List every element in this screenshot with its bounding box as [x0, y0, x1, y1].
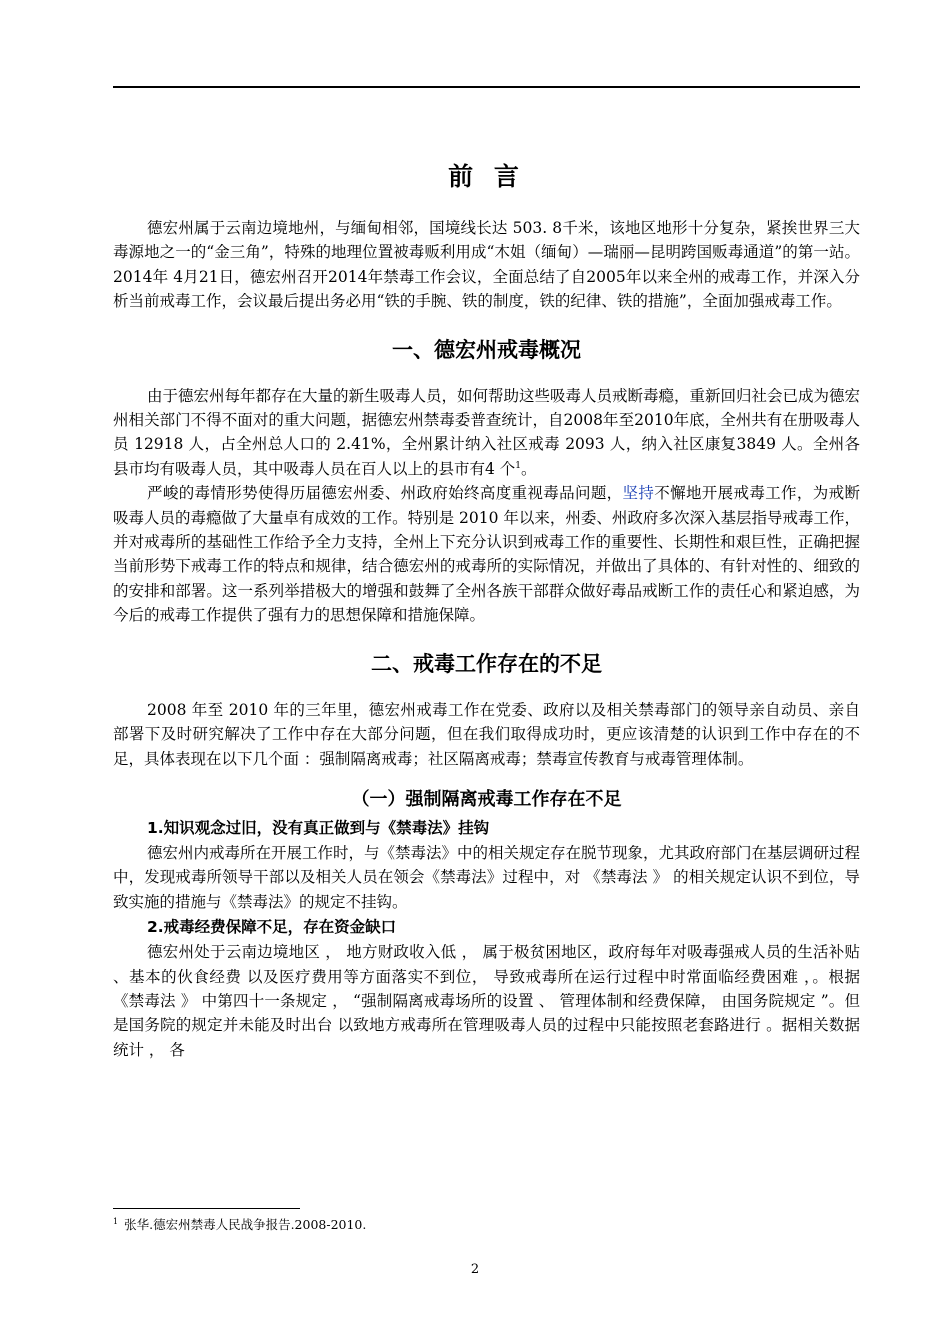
footnote-text: 张华.德宏州禁毒人民战争报告.2008-2010.: [124, 1217, 367, 1233]
footnote-rule: [113, 1208, 300, 1209]
section2-heading: 二、戒毒工作存在的不足: [371, 651, 602, 676]
item2-heading: 2.戒毒经费保障不足，存在资金缺口: [147, 918, 397, 937]
section1-paragraph-2-start: 严峻的毒情形势使得历届德宏州委、州政府始终高度重视毒品问题，: [147, 484, 623, 503]
section1-paragraph-1-text: 由于德宏州每年都存在大量的新生吸毒人员，如何帮助这些吸毒人员戒断毒瘾，重新回归社会已成为德宏州相关部门不得不面对的重大问题，据德宏州禁毒委普查统计，自2008年至2010年底，全州共有在册吸毒人员 12918 人，占全州总人口的 2.41%，全州累计纳入社区戒毒 2093 人，纳入社区康复3849 人。全州各县市均有吸毒人员，其中吸毒人员在百人以上的县市有4 个: [113, 386, 861, 478]
footnote: [113, 1214, 366, 1233]
item1-heading: 1.知识观念过旧，没有真正做到与《禁毒法》挂钩: [147, 818, 490, 837]
header-rule: [113, 86, 860, 88]
item1-paragraph: 德宏州内戒毒所在开展工作时，与《禁毒法》中的相关规定存在脱节现象，尤其政府部门在基层调研过程中，发现戒毒所领导干部以及相关人员在领会《禁毒法》过程中，对 《禁毒法 》 的相关规定认识不到位，导致实施的措施与《禁毒法》的规定不挂钩。: [113, 843, 861, 911]
section1-paragraph-1-end: 。: [521, 459, 537, 478]
page-number: 2: [470, 1262, 480, 1277]
preface-paragraph: 德宏州属于云南边境地州，与缅甸相邻，国境线长达 503. 8千米，该地区地形十分复杂，紧挨世界三大毒源地之一的“金三角”，特殊的地理位置被毒贩利用成“木姐（缅甸）—瑞丽—昆明跨国贩毒通道”的第一站。2014年 4月21日，德宏州召开2014年禁毒工作会议，全面总结了自2005年以来全州的戒毒工作，并深入分析当前戒毒工作，会议最后提出务必用“铁的手腕、铁的制度，铁的纪律、铁的措施”，全面加强戒毒工作。: [113, 219, 860, 311]
section1-paragraph-1: [113, 384, 860, 482]
keyword-link[interactable]: 坚持: [622, 484, 655, 503]
section1-paragraph-2: [113, 481, 860, 627]
section1-paragraph-2-rest: 不懈地开展戒毒工作，为戒断吸毒人员的毒瘾做了大量卓有成效的工作。特别是 2010 年以来，州委、州政府多次深入基层指导戒毒工作，并对戒毒所的基础性工作给予全力支持，全州上下充分认识到戒毒工作的重要性、长期性和艰巨性，正确把握当前形势下戒毒工作的特点和规律，结合德宏州的戒毒所的实际情况，并做出了具体的、有针对性的、细致的的安排和部署。这一系列举措极大的增强和鼓舞了全州各族干部群众做好毒品戒断工作的责任心和紧迫感，为今后的戒毒工作提供了强有力的思想保障和措施保障。: [113, 484, 860, 625]
section1-heading: 一、德宏州戒毒概况: [392, 337, 581, 362]
footnote-reference[interactable]: 1: [515, 460, 522, 471]
section2-paragraph-1: 2008 年至 2010 年的三年里，德宏州戒毒工作在党委、政府以及相关禁毒部门的领导亲自动员、亲自部署下及时研究解决了工作中存在大部分问题，但在我们取得成功时，更应该清楚的认识到工作中存在的不足，具体表现在以下几个面 ：强制隔离戒毒；社区隔离戒毒；禁毒宣传教育与戒毒管理体制。: [113, 700, 860, 768]
document-body: [113, 160, 860, 1062]
footnote-number: 1: [113, 1217, 119, 1226]
subsection1-heading: （一）强制隔离戒毒工作存在不足: [351, 788, 622, 810]
item2-paragraph: 德宏州处于云南边境地区 ， 地方财政收入低 ， 属于极贫困地区，政府每年对吸毒强戒人员的生活补贴 、基本的伙食经费 以及医疗费用等方面落实不到位， 导致戒毒所在运行过程中时常面临经费困难 ，。根据《禁毒法 》 中第四十一条规定 ， “强制隔离戒毒场所的设置 、 管理体制和经费保障， 由国务院规定 ”。但是国务院的规定并未能及时出台 以致地方戒毒所在管理吸毒人员的过程中只能按照老套路进行 。据相关数据统计 ， 各: [113, 943, 860, 1059]
preface-title: 前 言: [448, 162, 525, 191]
